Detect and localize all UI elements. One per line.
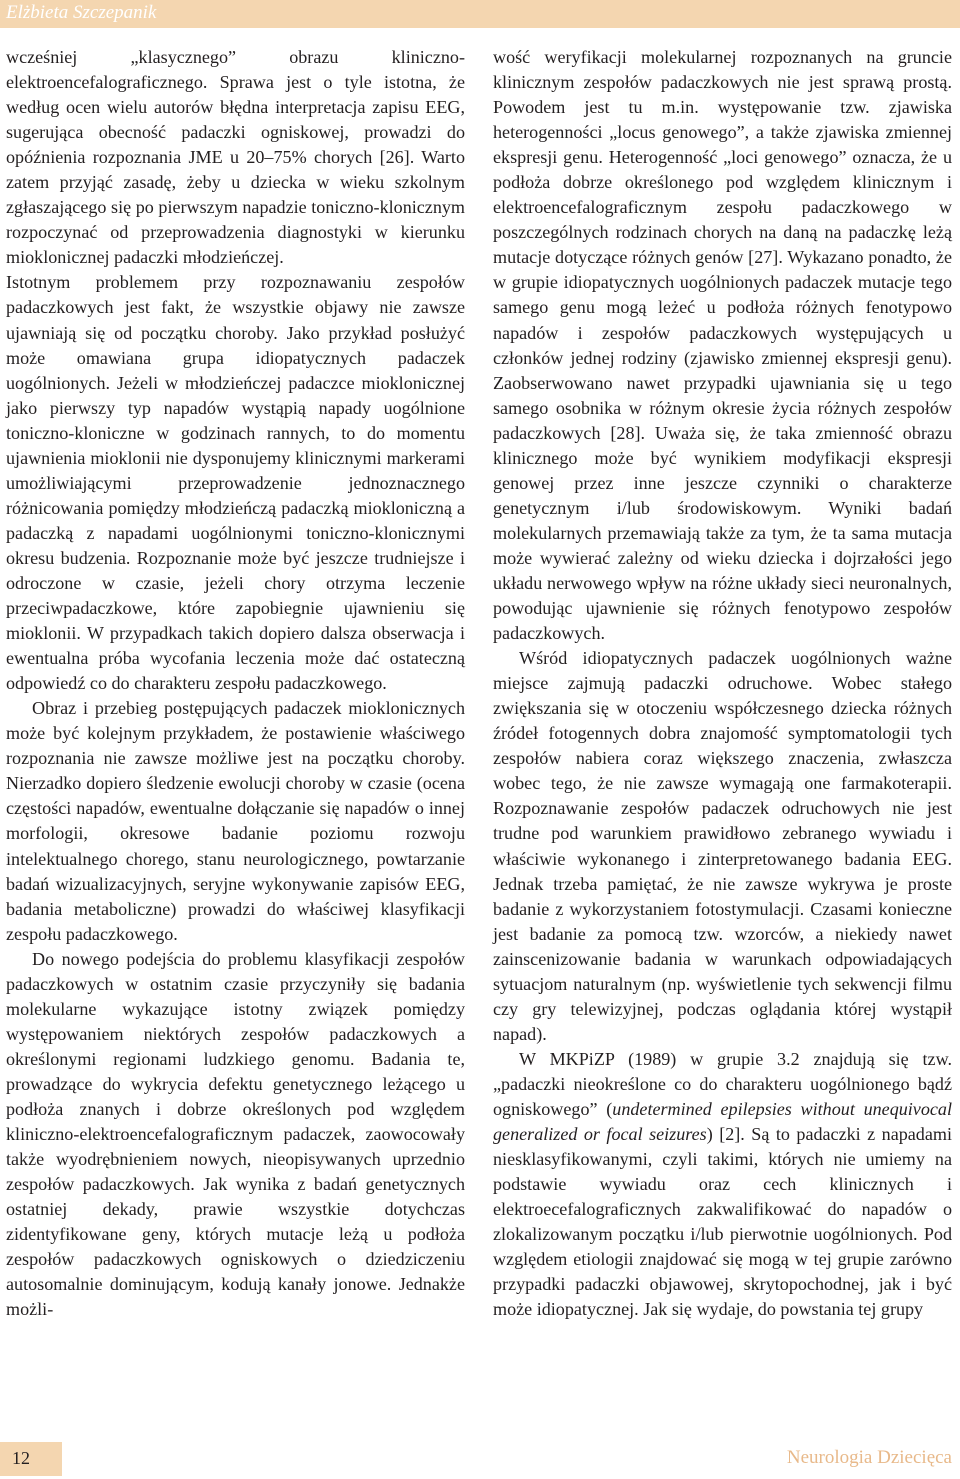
text-run: ) [2]. Są to padaczki z napadami niesklasyfikowanymi, czyli takimi, których nie umiemy na podstawie wywiadu oraz cech klinicznych i elektroecefalograficznych zakwalifikować do napadów o zlokalizowanym początku i/lub pierwotnie uogólnionych. Pod względem etiologii znajdować się mogą w tej grupie zarówno przypadki padaczki objawowej, skrytopochodnej, jak i być może idiopatycznej. Jak się wydaje, do powstania tej grupy — [493, 1124, 952, 1320]
journal-title: Neurologia Dziecięca — [786, 1447, 952, 1468]
paragraph: Obraz i przebieg postępujących padaczek mioklonicznych może być kolejnym przykładem, że postawienie właściwego rozpoznania nie zawsze możliwe jest na początku choroby. Nierzadko dopiero śledzenie ewolucji choroby w czasie (ocena częstości napadów, ewentualne dołączanie się napadów o innej morfologii, okresowe badanie poziomu rozwoju intelektualnego chorego, stanu neurologicznego, powtarzanie badań wizualizacyjnych, seryjne wykonywanie zapisów EEG, badania metaboliczne) prowadzi do właściwej klasyfikacji zespołu padaczkowego. — [6, 698, 465, 944]
page-number-box — [0, 1442, 62, 1476]
text-run-italic: undetermined epilepsies without unequivocal generalized or focal seizures — [493, 1098, 952, 1145]
paragraph: Wśród idiopatycznych padaczek uogólnionych ważne miejsce zajmują padaczki odruchowe. Wobec stałego zwiększania się w otoczeniu współczesnego dziecka różnych źródeł fotogennych dobra znajomość symptomatologii tych zespołów nabiera coraz większego znaczenia, zwłaszcza wobec tego, że nie zawsze wymagają one farmakoterapii. Rozpoznawanie zespołów padaczek odruchowych nie jest trudne pod warunkiem prawidłowo zebranego wywiadu i właściwie wykonanego i zinterpretowanego badania EEG. Jednak trzeba pamiętać, że nie zawsze wykrywa je proste badanie z wykorzystaniem fotostymulacji. Czasami konieczne jest badanie za pomocą tzw. wzorców, a niekiedy nawet zainscenizowanie badania w warunkach odpowiadających sytuacjom naturalnym (np. wyświetlenie tych sekwencji filmu czy gry telewizyjnej, podczas oglądania której wystąpił napad). — [493, 648, 952, 1044]
right-column — [493, 45, 952, 1322]
paragraph — [493, 1047, 952, 1323]
paragraph: Do nowego podejścia do problemu klasyfikacji zespołów padaczkowych w ostatnim czasie przyczyniły się badania molekularne wykazujące istotny związek pomiędzy występowaniem niektórych zespołów padaczkowych a określonymi regionami ludzkiego genomu. Badania te, prowadzące do wykrycia defektu genetycznego leżącego u podłoża znanych i dobrze określonych pod względem kliniczno-elektroencefalograficznym padaczek, zaowocowały także wyodrębnieniem nowych, nieopisywanych uprzednio zespołów padaczkowych. Jak wynika z badań genetycznych ostatniej dekady, prawie wszystkie dotychczas zidentyfikowane geny, których mutacje leżą u podłoża zespołów padaczkowych ogniskowych o dziedziczeniu autosomalnie dominującym, kodują kanały jonowe. Jednakże możli- — [6, 948, 465, 1320]
paragraph: wość weryfikacji molekularnej rozpoznanych na gruncie klinicznym zespołów padaczkowych nie jest sprawą prostą. Powodem jest tu m.in. występowanie tzw. zjawiska heterogenności „locus genowego”, a także zjawiska zmiennej ekspresji genu. Heterogenność „loci genowego” oznacza, że u podłoża dobrze określonego pod względem klinicznym i elektroencefalograficznym zespołu padaczkowego w poszczególnych rodzinach chorych na daną na padaczkę leżą mutacje dotyczące różnych genów [27]. Wykazano ponadto, że w grupie idiopatycznych uogólnionych padaczek mutacje tego samego genu mogą leżeć u podłoża różnych fenotypowo napadów i zespołów padaczkowych występujących u członków jednej rodziny (zjawisko zmiennej ekspresji genu). Zaobserwowano nawet przypadki ujawniania się u tego samego osobnika w różnym okresie życia różnych zespołów padaczkowych [28]. Uważa się, że taka zmienność obrazu klinicznego może być wynikiem modyfikacji ekspresji genowej przez inne jeszcze czynniki o charakterze genetycznym i/lub środowiskowym. Wyniki badań molekularnych przemawiają także za tym, że ta sama mutacja może wywierać zależny od wieku dziecka i dojrzałości jego układu nerwowego wpływ na różne układy sieci neuronalnych, powodując ujawnienie się różnych fenotypowo zespołów padaczkowych. — [493, 47, 952, 644]
paragraph: wcześniej „klasycznego” obrazu kliniczno-elektroencefalograficznego. Sprawa jest o tyle istotna, że według ocen wielu autorów błędna interpretacja zapisu EEG, sugerująca obecność padaczki ogniskowej, prowadzi do opóźnienia rozpoznania JME u 20–75% chorych [26]. Warto zatem przyjąć zasadę, żeby u dziecka w wieku szkolnym zgłaszającego się po pierwszym napadzie toniczno-klonicznym rozpoczynać od przeprowadzenia diagnostyki w kierunku mioklonicznej padaczki młodzieńczej. — [6, 47, 465, 268]
paragraph: Istotnym problemem przy rozpoznawaniu zespołów padaczkowych jest fakt, że wszystkie objawy nie zawsze ujawniają się od początku choroby. Jako przykład posłużyć może omawiana grupa idiopatycznych padaczek uogólnionych. Jeżeli w młodzieńczej padaczce mioklonicznej jako pierwszy typ napadów wystąpią napady uogólnione toniczno-kloniczne w godzinach rannych, to do momentu ujawnienia mioklonii nie dysponujemy klinicznymi markerami umożliwiającymi przeprowadzenie jednoznacznego różnicowania pomiędzy młodzieńczą padaczką miokloniczną a padaczką z napadami uogólnionymi toniczno-klonicznymi okresu budzenia. Rozpoznanie może być jeszcze trudniejsze i odroczone w czasie, jeżeli chory otrzyma leczenie przeciwpadaczkowe, które zapobiegnie ujawnieniu się mioklonii. W przypadkach takich dopiero dalsza obserwacja i ewentualna próba wycofania leczenia może dać ostateczną odpowiedź co do charakteru zespołu padaczkowego. — [6, 272, 465, 694]
header-band — [0, 0, 960, 28]
left-column — [6, 45, 465, 1322]
author-name: Elżbieta Szczepanik — [6, 2, 157, 23]
page-number: 12 — [12, 1448, 30, 1468]
text-run: W MKPiZP (1989) w grupie 3.2 znajdują się tzw. „padaczki nieokreślone co do charakteru uogólnionego bądź ogniskowego” ( — [493, 1048, 952, 1119]
